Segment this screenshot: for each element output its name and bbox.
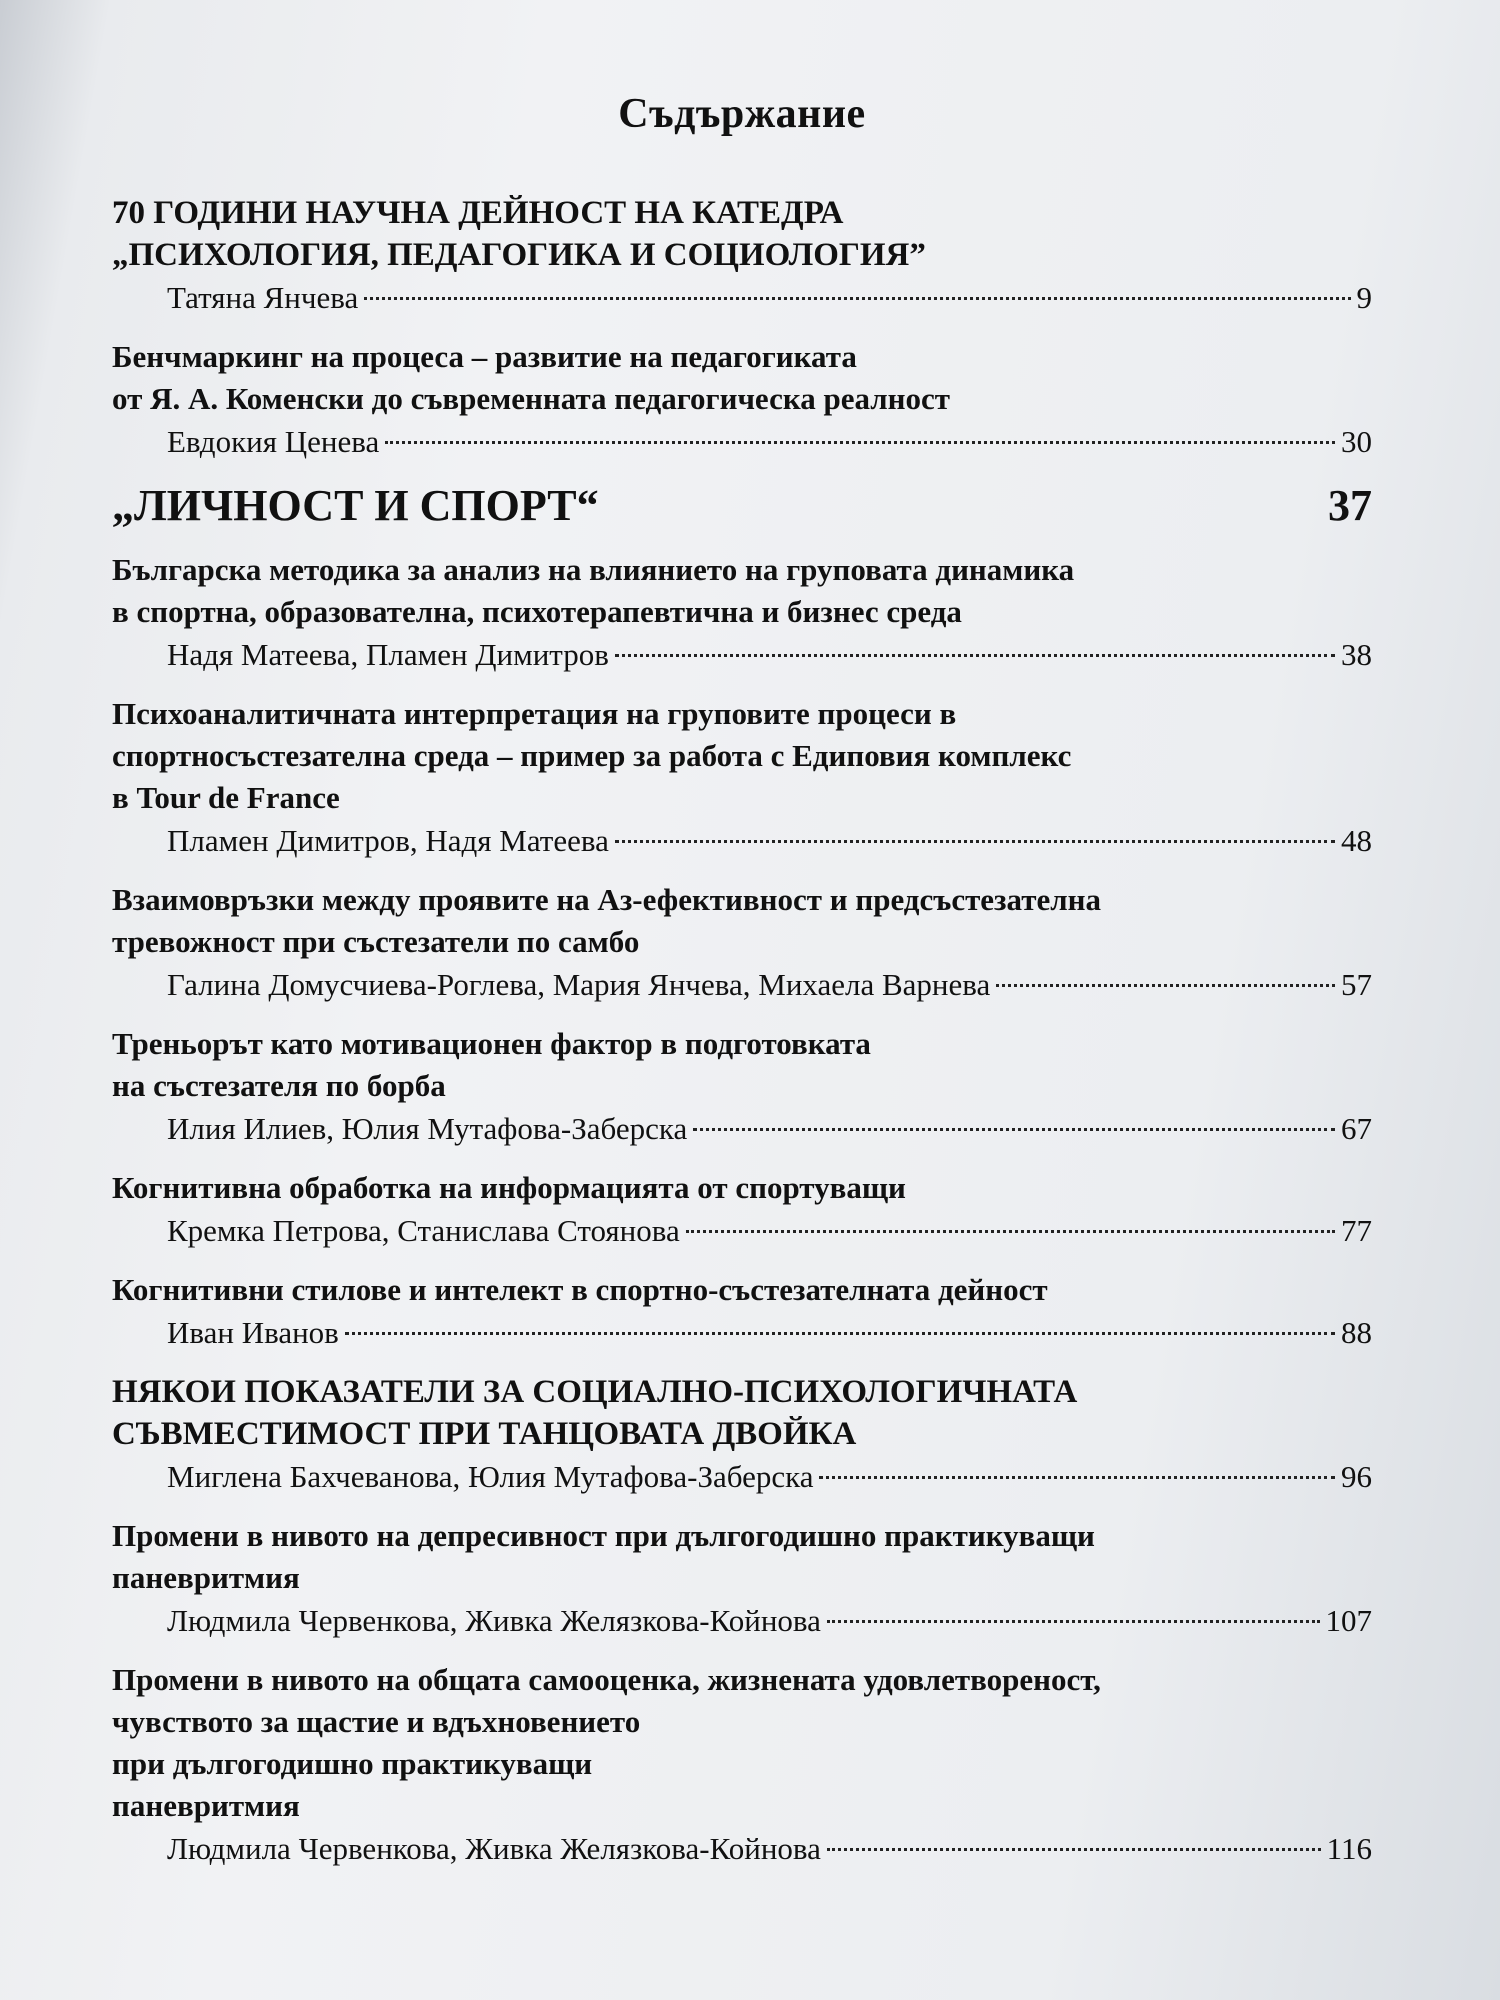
entry-author-line xyxy=(112,1455,1372,1499)
entry-authors: Иван Иванов xyxy=(167,1315,339,1350)
entry-author-line xyxy=(112,1827,1372,1871)
entry-title-line: паневритмия xyxy=(112,1560,300,1595)
entry-page-number: 67 xyxy=(1341,1111,1372,1146)
entry-title-line: на състезателя по борба xyxy=(112,1068,446,1103)
toc-entry xyxy=(112,192,1372,320)
entry-page-number: 9 xyxy=(1356,280,1372,315)
entry-title-line: НЯКОИ ПОКАЗАТЕЛИ ЗА СОЦИАЛНО-ПСИХОЛОГИЧНАТА xyxy=(112,1374,1078,1410)
entry-author-line xyxy=(112,963,1372,1007)
section-title: „ЛИЧНОСТ И СПОРТ“ xyxy=(112,481,599,530)
entry-title-line: „ПСИХОЛОГИЯ, ПЕДАГОГИКА И СОЦИОЛОГИЯ” xyxy=(112,237,926,273)
entry-title-line: Треньорът като мотивационен фактор в подготовката xyxy=(112,1026,871,1061)
entry-title-line: Промени в нивото на депресивност при дългогодишно практикуващи xyxy=(112,1518,1095,1553)
toc-entry xyxy=(112,1659,1372,1871)
entry-authors: Пламен Димитров, Надя Матеева xyxy=(167,823,609,858)
entry-title-line: 70 ГОДИНИ НАУЧНА ДЕЙНОСТ НА КАТЕДРА xyxy=(112,195,844,231)
entry-title-line: Когнитивна обработка на информацията от спортуващи xyxy=(112,1170,906,1205)
entry-author-line xyxy=(112,1209,1372,1253)
entry-title-line: при дългогодишно практикуващи xyxy=(112,1746,593,1781)
entry-author-line xyxy=(112,819,1372,863)
dot-leader xyxy=(996,984,1335,987)
entry-title-line: спортносъстезателна среда – пример за работа с Едиповия комплекс xyxy=(112,738,1072,773)
entry-title-line: Психоаналитичната интерпретация на груповите процеси в xyxy=(112,696,957,731)
entry-title-line: Бенчмаркинг на процеса – развитие на педагогиката xyxy=(112,339,857,374)
dot-leader xyxy=(693,1128,1335,1131)
entry-title-line: Промени в нивото на общата самооценка, жизнената удовлетвореност, xyxy=(112,1662,1101,1697)
entry-title-line: чувството за щастие и вдъхновението xyxy=(112,1704,641,1739)
toc-entry xyxy=(112,1515,1372,1643)
dot-leader xyxy=(364,297,1350,300)
entry-authors: Людмила Червенкова, Живка Желязкова-Койнова xyxy=(167,1831,821,1866)
entry-author-line xyxy=(112,1599,1372,1643)
page-title: Съдържание xyxy=(618,91,866,137)
entry-title-line: от Я. А. Коменски до съвременната педагогическа реалност xyxy=(112,381,950,416)
entry-authors: Надя Матеева, Пламен Димитров xyxy=(167,637,609,672)
toc-entry xyxy=(112,549,1372,677)
entry-title-line: Когнитивни стилове и интелект в спортно-състезателната дейност xyxy=(112,1272,1048,1307)
entry-title-line: в спортна, образователна, психотерапевтична и бизнес среда xyxy=(112,594,962,629)
entry-page-number: 38 xyxy=(1341,637,1372,672)
dot-leader xyxy=(686,1230,1335,1233)
toc-entry xyxy=(112,1371,1372,1499)
entry-page-number: 107 xyxy=(1325,1603,1372,1638)
dot-leader xyxy=(819,1476,1335,1479)
section-heading xyxy=(112,480,1372,531)
entry-authors: Миглена Бахчеванова, Юлия Мутафова-Заберска xyxy=(167,1459,814,1494)
dot-leader xyxy=(345,1332,1335,1335)
entry-authors: Галина Домусчиева-Роглева, Мария Янчева, Михаела Варнева xyxy=(167,967,991,1002)
entry-author-line xyxy=(112,1107,1372,1151)
entry-page-number: 88 xyxy=(1341,1315,1372,1350)
entry-authors: Людмила Червенкова, Живка Желязкова-Койнова xyxy=(167,1603,821,1638)
toc-entry xyxy=(112,1167,1372,1253)
toc-entry xyxy=(112,693,1372,863)
entry-authors: Кремка Петрова, Станислава Стоянова xyxy=(167,1213,680,1248)
toc-entry xyxy=(112,1269,1372,1355)
entry-page-number: 96 xyxy=(1341,1459,1372,1494)
toc-entry xyxy=(112,879,1372,1007)
dot-leader xyxy=(827,1848,1321,1851)
entry-page-number: 30 xyxy=(1341,424,1372,459)
entry-authors: Евдокия Ценева xyxy=(167,424,380,459)
entry-title-line: СЪВМЕСТИМОСТ ПРИ ТАНЦОВАТА ДВОЙКА xyxy=(112,1416,857,1452)
section-page-number: 37 xyxy=(1328,481,1372,530)
entry-author-line xyxy=(112,420,1372,464)
dot-leader xyxy=(385,441,1335,444)
entry-author-line xyxy=(112,1311,1372,1355)
entry-page-number: 48 xyxy=(1341,823,1372,858)
dot-leader xyxy=(827,1620,1320,1623)
entry-author-line xyxy=(112,276,1372,320)
dot-leader xyxy=(615,840,1335,843)
entry-page-number: 116 xyxy=(1326,1831,1372,1866)
toc-entry xyxy=(112,1023,1372,1151)
entry-authors: Татяна Янчева xyxy=(167,280,359,315)
toc-entry xyxy=(112,336,1372,464)
entry-authors: Илия Илиев, Юлия Мутафова-Заберска xyxy=(167,1111,688,1146)
entry-title-line: в Tour de France xyxy=(112,780,340,815)
entry-title-line: паневритмия xyxy=(112,1788,300,1823)
entry-title-line: Българска методика за анализ на влиянието на груповата динамика xyxy=(112,552,1075,587)
entry-page-number: 77 xyxy=(1341,1213,1372,1248)
entry-title-line: тревожност при състезатели по самбо xyxy=(112,924,640,959)
dot-leader xyxy=(615,654,1335,657)
entry-author-line xyxy=(112,633,1372,677)
table-of-contents xyxy=(112,90,1372,1887)
entry-page-number: 57 xyxy=(1341,967,1372,1002)
entry-title-line: Взаимовръзки между проявите на Аз-ефективност и предсъстезателна xyxy=(112,882,1101,917)
